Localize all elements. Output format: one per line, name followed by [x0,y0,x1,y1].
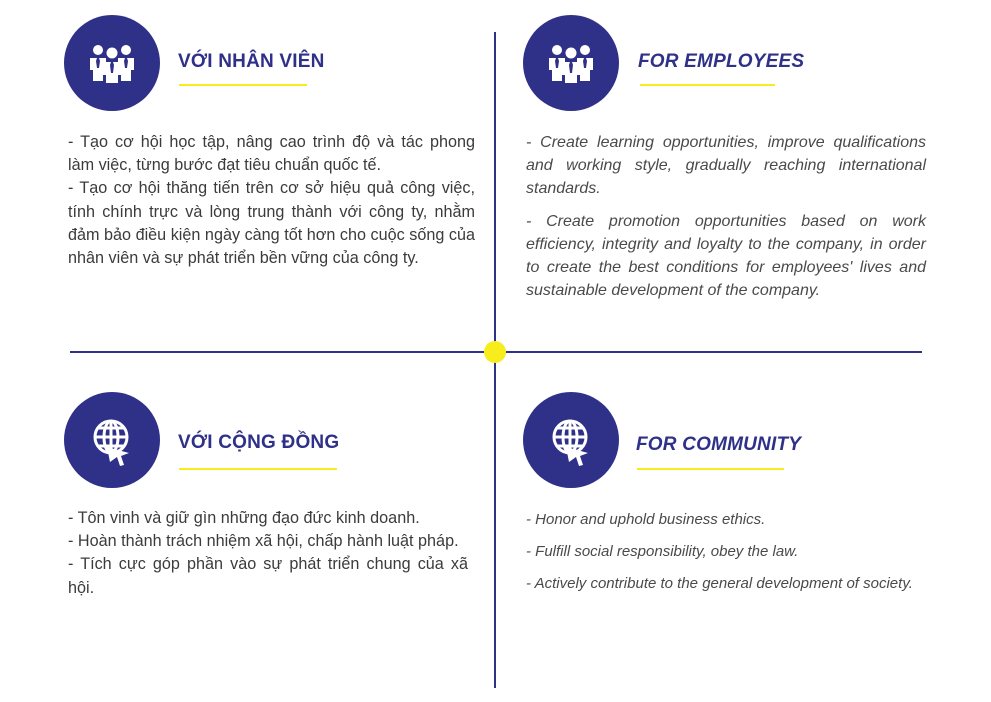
employees-vi-body [68,131,475,270]
paragraph: - Hoàn thành trách nhiệm xã hội, chấp hành luật pháp. [68,532,459,551]
center-dot [484,341,506,363]
section-title-community-vi: VỚI CỘNG ĐỒNG [178,432,340,453]
paragraph: - Create promotion opportunities based on work efficiency, integrity and loyalty to the company, in order to create the best conditions for employees' lives and sustainable development of the company. [526,212,926,300]
section-title-employees-en: FOR EMPLOYEES [638,51,805,72]
paragraph: - Tôn vinh và giữ gìn những đạo đức kinh doanh. [68,509,420,527]
community-en-body [526,508,926,605]
paragraph: - Fulfill social responsibility, obey the law. [526,543,799,561]
title-underline [640,84,775,86]
paragraph: - Actively contribute to the general development of society. [526,575,913,593]
globe-arrow-icon [64,392,160,488]
employees-en-body [526,131,926,311]
paragraph: - Create learning opportunities, improve qualifications and working style, gradually reaching international standards. [526,134,926,198]
section-title-community-en: FOR COMMUNITY [636,434,802,455]
people-group-icon [523,15,619,111]
community-vi-body [68,507,468,600]
paragraph: - Tạo cơ hội thăng tiến trên cơ sở hiệu quả công việc, tính chính trực và lòng trung thành với công ty, nhằm đảm bảo điều kiện ngày càng tốt hơn cho cuộc sống của nhân viên và sự phát triển bền vững của công ty. [68,179,475,268]
title-underline [179,84,307,86]
paragraph: - Tích cực góp phần vào sự phát triển chung của xã hội. [68,555,468,597]
paragraph: - Honor and uphold business ethics. [526,511,766,528]
people-group-icon [64,15,160,111]
paragraph: - Tạo cơ hội học tập, nâng cao trình độ và tác phong làm việc, từng bước đạt tiêu chuẩn quốc tế. [68,133,475,175]
title-underline [637,468,784,470]
title-underline [179,468,337,470]
section-title-employees-vi: VỚI NHÂN VIÊN [178,51,325,72]
globe-arrow-icon [523,392,619,488]
